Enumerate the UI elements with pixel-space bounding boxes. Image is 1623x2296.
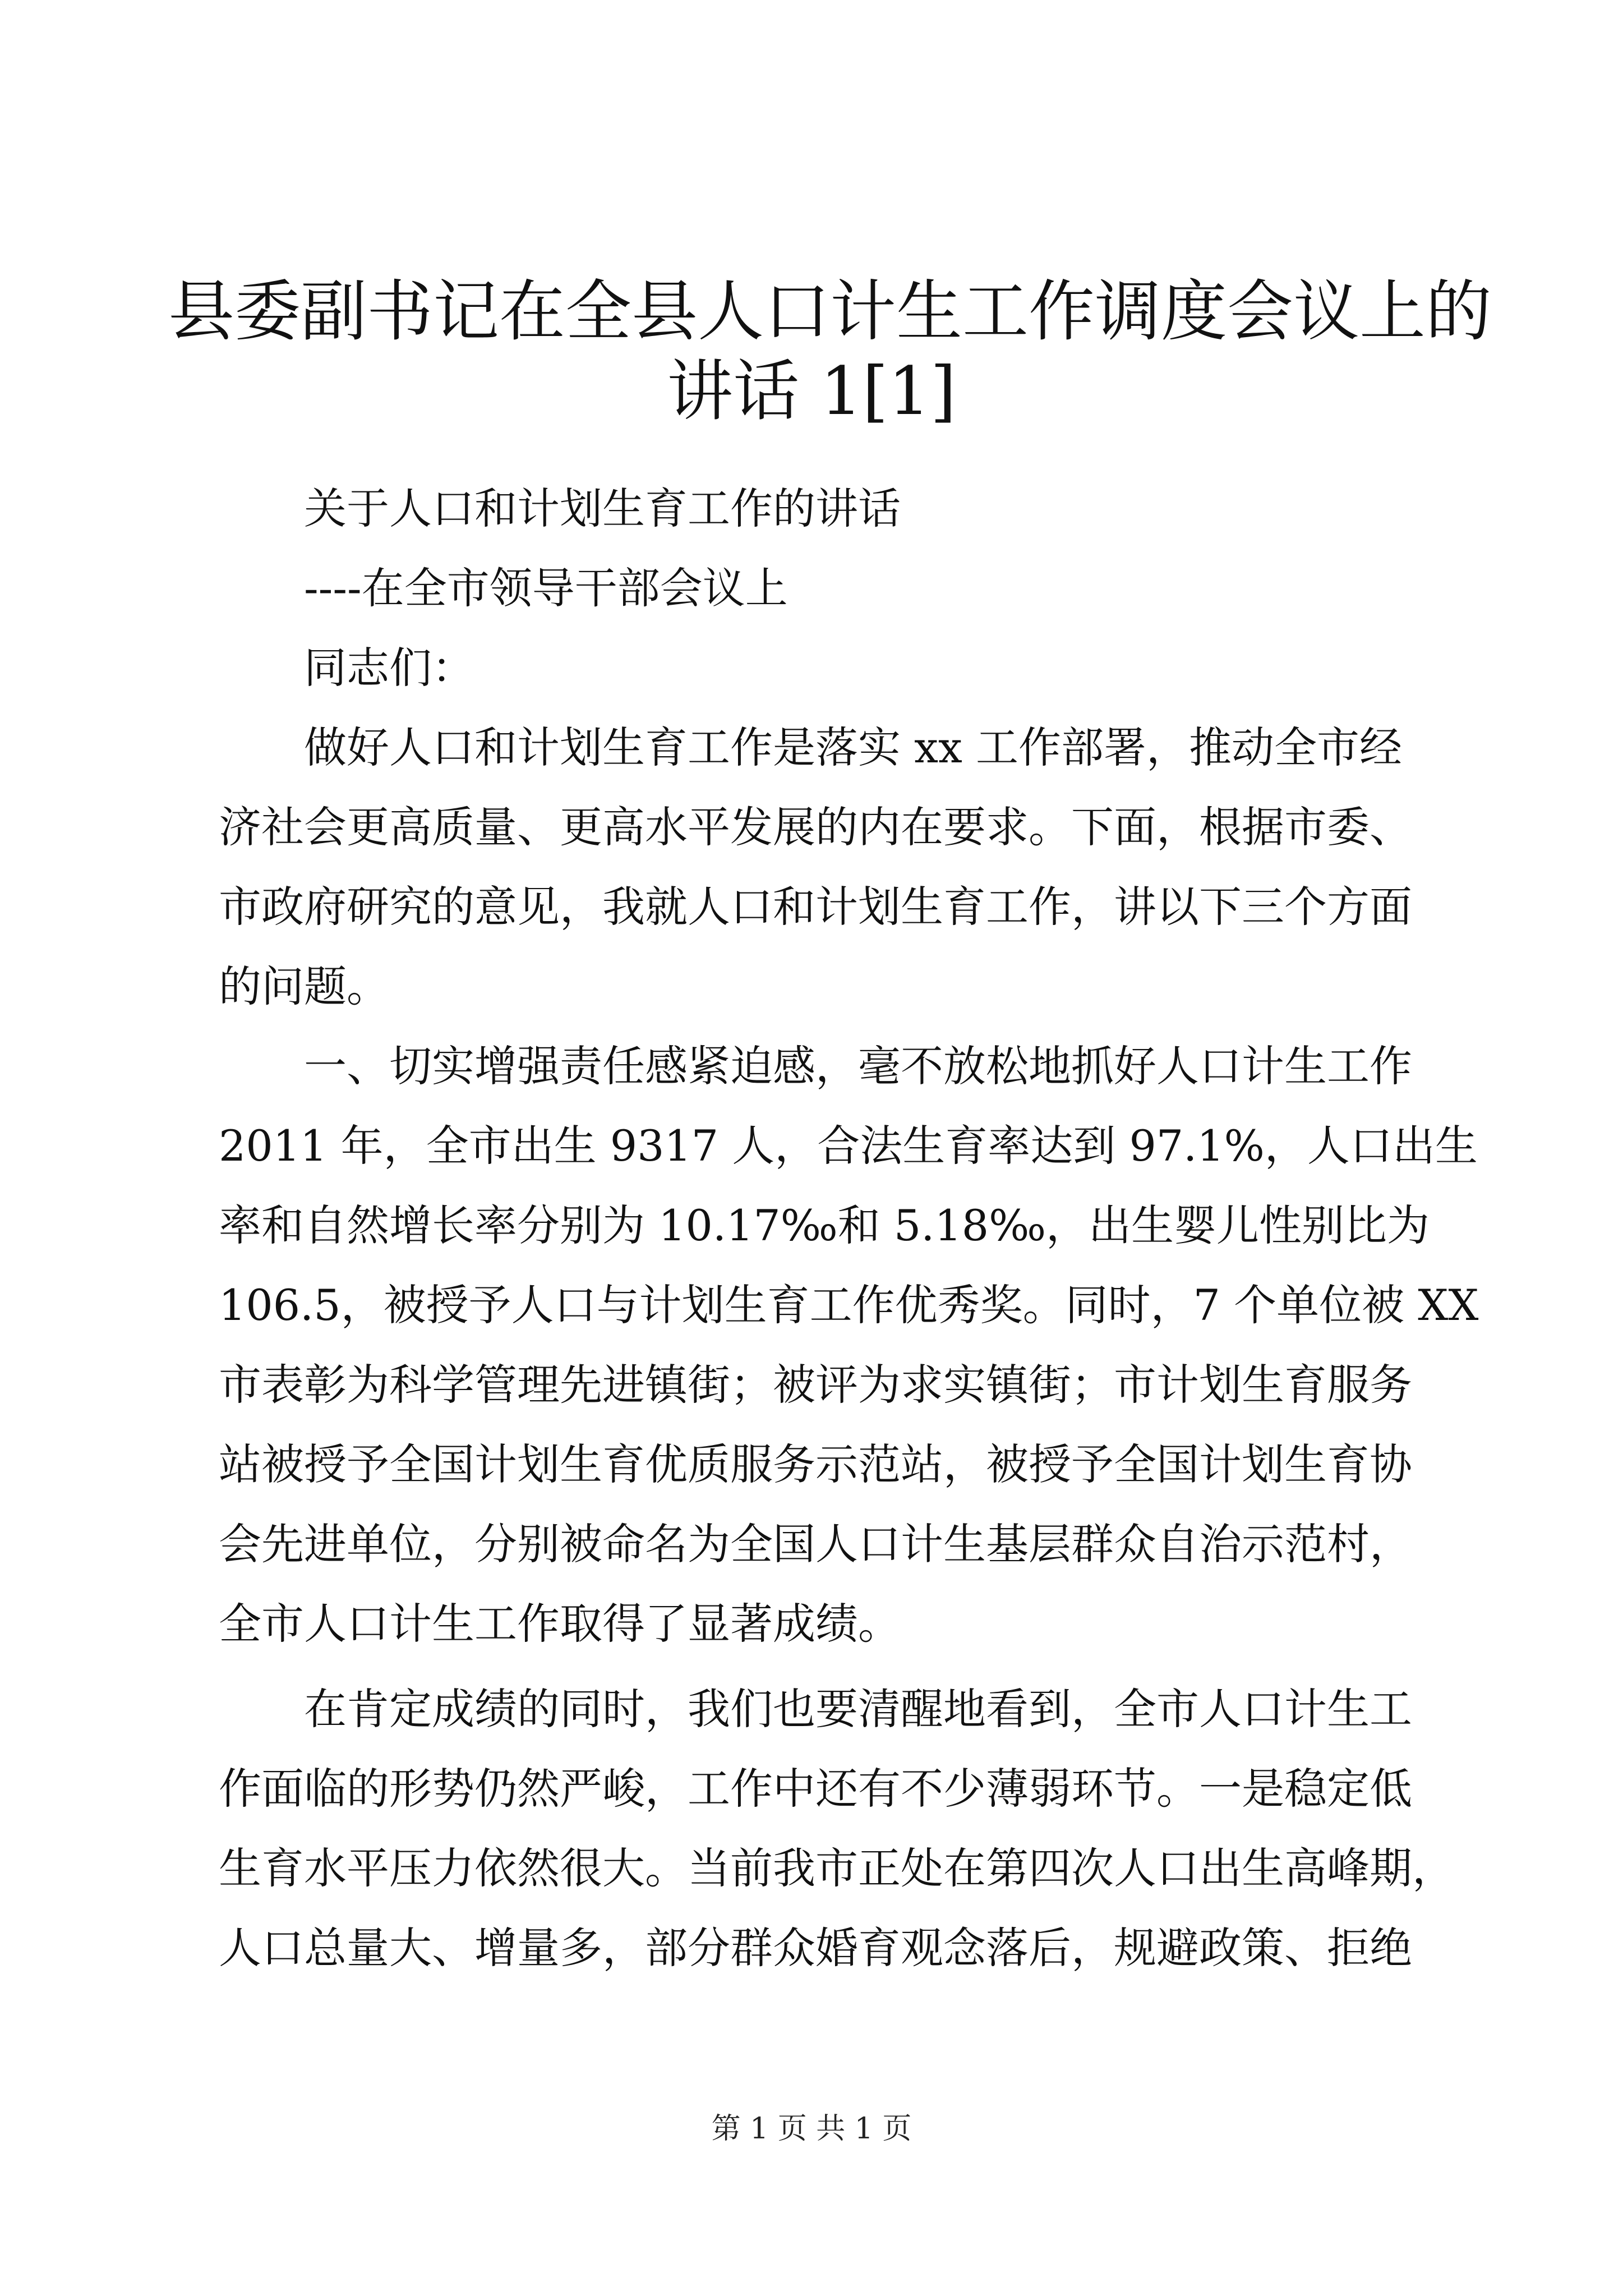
title-line-2: 讲话 1[1] bbox=[667, 352, 956, 430]
paragraph-1-line: 的问题。 bbox=[219, 961, 389, 1011]
paragraph-3-line: 生育水平压力依然很大。当前我市正处在第四次人口出生高峰期， bbox=[219, 1843, 1455, 1893]
paragraph-2-line: 市表彰为科学管理先进镇街；被评为求实镇街；市计划生育服务 bbox=[219, 1360, 1412, 1410]
document-title bbox=[168, 264, 1492, 430]
speech-occasion: ----在全市领导干部会议上 bbox=[304, 563, 788, 613]
page-footer: 第 1 页 共 1 页 bbox=[711, 2112, 912, 2146]
paragraph-2-line: 全市人口计生工作取得了显著成绩。 bbox=[219, 1599, 901, 1649]
paragraph-2-line: 106.5，被授予人口与计划生育工作优秀奖。同时，7 个单位被 XX bbox=[219, 1280, 1479, 1330]
paragraph-3-line: 作面临的形势仍然严峻，工作中还有不少薄弱环节。一是稳定低 bbox=[219, 1764, 1412, 1814]
paragraph-2-line: 站被授予全国计划生育优质服务示范站，被授予全国计划生育协 bbox=[219, 1439, 1412, 1489]
paragraph-3-line: 人口总量大、增量多，部分群众婚育观念落后，规避政策、拒绝 bbox=[219, 1923, 1412, 1973]
document-body bbox=[219, 469, 1479, 1988]
paragraph-2-line: 率和自然增长率分别为 10.17‰和 5.18‰，出生婴儿性别比为 bbox=[219, 1200, 1430, 1250]
paragraph-3-line: 在肯定成绩的同时，我们也要清醒地看到，全市人口计生工 bbox=[304, 1684, 1412, 1734]
paragraph-1-line: 做好人口和计划生育工作是落实 xx 工作部署，推动全市经 bbox=[304, 723, 1403, 772]
salutation: 同志们： bbox=[304, 643, 474, 693]
title-line-1: 县委副书记在全县人口计生工作调度会议上的 bbox=[168, 273, 1492, 350]
paragraph-1-line: 济社会更高质量、更高水平发展的内在要求。下面，根据市委、 bbox=[219, 802, 1412, 852]
speech-subject: 关于人口和计划生育工作的讲话 bbox=[304, 484, 901, 533]
section-1-heading: 一、切实增强责任感紧迫感，毫不放松地抓好人口计生工作 bbox=[304, 1041, 1412, 1091]
paragraph-2-line: 会先进单位，分别被命名为全国人口计生基层群众自治示范村， bbox=[219, 1519, 1412, 1569]
paragraph-2-line: 2011 年，全市出生 9317 人，合法生育率达到 97.1%，人口出生 bbox=[219, 1121, 1478, 1171]
paragraph-1-line: 市政府研究的意见，我就人口和计划生育工作，讲以下三个方面 bbox=[219, 882, 1412, 932]
